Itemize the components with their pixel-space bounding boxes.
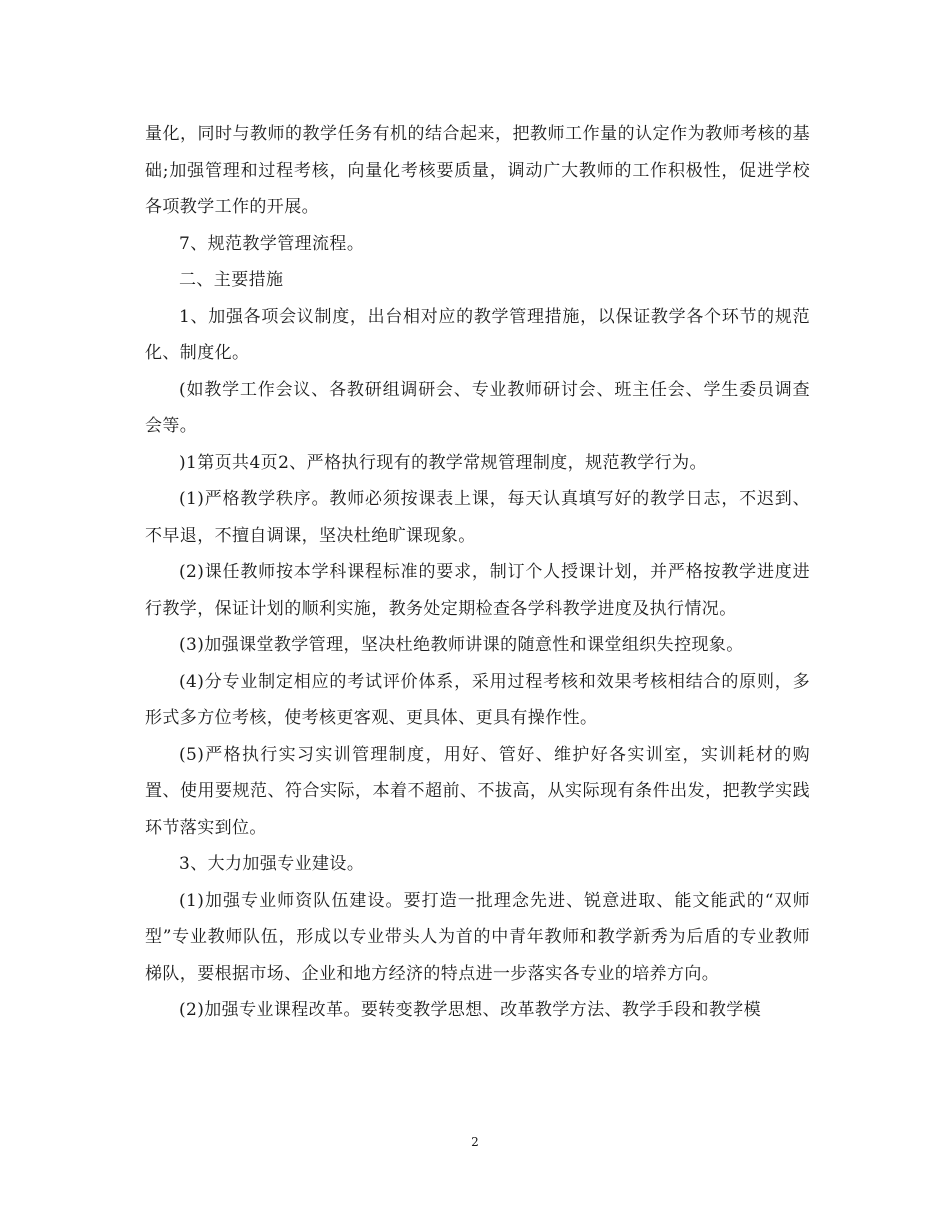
paragraph: (如教学工作会议、各教研组调研会、专业教师研讨会、班主任会、学生委员调查会等。 [145,379,810,436]
paragraph: 7、规范教学管理流程。 [179,233,365,254]
page-number: 2 [471,1135,479,1149]
paragraph: (5)严格执行实习实训管理制度，用好、管好、维护好各实训室，实训耗材的购置、使用要规范、符合实际，本着不超前、不拔高，从实际现有条件出发，把教学实践环节落实到位。 [145,744,810,838]
paragraph: (2)加强专业课程改革。要转变教学思想、改革教学方法、教学手段和教学模 [179,1000,762,1020]
paragraph: (3)加强课堂教学管理，坚决杜绝教师讲课的随意性和课堂组织失控现象。 [179,635,744,655]
paragraph: (4)分专业制定相应的考试评价体系，采用过程考核和效果考核相结合的原则，多形式多方位考核，使考核更客观、更具体、更具有操作性。 [145,671,810,728]
paragraph: 3、大力加强专业建设。 [179,854,365,874]
section-heading: 二、主要措施 [179,270,284,290]
document-body [145,116,810,1029]
paragraph: 量化，同时与教师的教学任务有机的结合起来，把教师工作量的认定作为教师考核的基础;加强管理和过程考核，向量化考核要质量，调动广大教师的工作积极性，促进学校各项教学工作的开展。 [145,124,810,217]
paragraph: )1第页共4页2、严格执行现有的教学常规管理制度，规范教学行为。 [179,452,707,473]
paragraph: (1)严格教学秩序。教师必须按课表上课，每天认真填写好的教学日志，不迟到、不早退，不擅自调课，坚决杜绝旷课现象。 [145,489,810,546]
paragraph: (2)课任教师按本学科课程标准的要求，制订个人授课计划，并严格按教学进度进行教学，保证计划的顺利实施，教务处定期检查各学科教学进度及执行情况。 [145,562,810,619]
paragraph: 1、加强各项会议制度，出台相对应的教学管理措施，以保证教学各个环节的规范化、制度化。 [145,306,810,363]
paragraph: (1)加强专业师资队伍建设。要打造一批理念先进、锐意进取、能文能武的“双师型”专业教师队伍，形成以专业带头人为首的中青年教师和教学新秀为后盾的专业教师梯队，要根据市场、企业和地方经济的特点进一步落实各专业的培养方向。 [145,890,810,984]
